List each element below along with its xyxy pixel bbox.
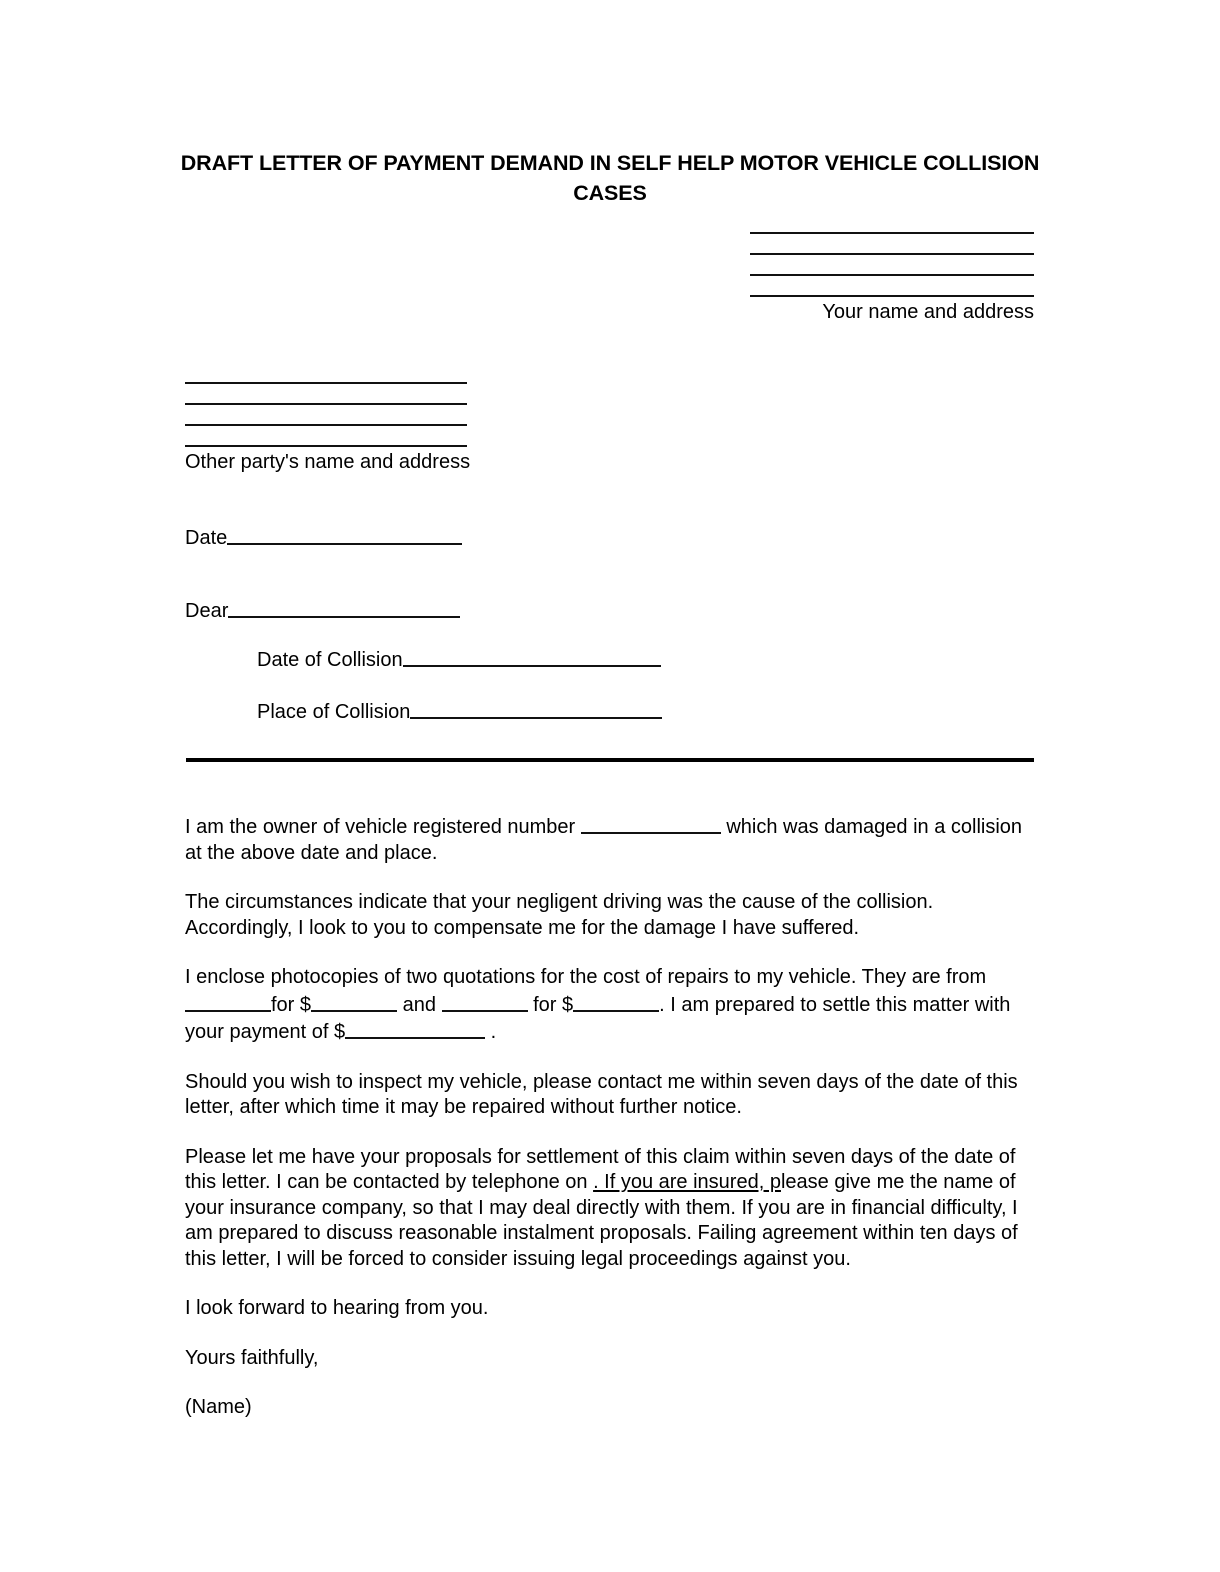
recipient-address-block [185, 382, 471, 475]
dear-label: Dear [185, 600, 229, 622]
body-paragraph-6: I look forward to hearing from you. [185, 1297, 489, 1319]
section-divider [186, 758, 1034, 762]
sender-address-block [750, 232, 1034, 325]
body-paragraph-3 [185, 965, 1025, 1046]
body-paragraph-5 [185, 1145, 1025, 1273]
date-blank[interactable] [227, 524, 462, 545]
sender-address-rule-3 [750, 274, 1034, 276]
body-paragraph-1 [185, 813, 1025, 866]
quote-2-amount-blank[interactable] [573, 991, 659, 1012]
recipient-address-caption: Other party's name and address [185, 451, 471, 473]
body-p5-text-b: lease give me the name of your insurance company, so that I may deal directly with them. If you are in financial difficulty, I am prepared to discuss reasonable instalment proposals. Failing agreement within ten days of this letter, I will be forced to consider issuing legal proceedings against you. [185, 1171, 1018, 1270]
quote-1-amount-blank[interactable] [311, 991, 397, 1012]
dear-blank[interactable] [228, 597, 460, 618]
settlement-amount-blank[interactable] [345, 1018, 485, 1039]
quote-2-source-blank[interactable] [442, 991, 528, 1012]
closing-salutation: Yours faithfully, [185, 1346, 319, 1369]
body-paragraph-4: Should you wish to inspect my vehicle, please contact me within seven days of the date of this letter, after which time it may be repaired without further notice. [185, 1070, 1018, 1118]
date-label: Date [185, 527, 228, 549]
place-of-collision-field-line [257, 698, 662, 725]
body-p3-text-f: . [490, 1021, 497, 1043]
recipient-address-rule-4 [185, 445, 467, 447]
date-of-collision-blank[interactable] [403, 646, 661, 667]
body-p5-text-a: Please let me have your proposals for settlement of this claim within seven days of the date of this letter. I can be contacted by telephone on [185, 1145, 1016, 1193]
date-of-collision-field-line [257, 646, 661, 673]
place-of-collision-label: Place of Collision [257, 701, 411, 723]
sender-address-rule-1 [750, 232, 1034, 234]
letter-body [185, 813, 1025, 1421]
sender-address-caption: Your name and address [822, 301, 1034, 323]
body-p1-text-a: I am the owner of vehicle registered number [185, 816, 576, 838]
sender-address-rule-4 [750, 295, 1034, 297]
sender-address-rule-2 [750, 253, 1034, 255]
page-title: DRAFT LETTER OF PAYMENT DEMAND IN SELF HELP MOTOR VEHICLE COLLISION CASES [180, 151, 1040, 205]
recipient-address-rule-3 [185, 424, 467, 426]
body-p3-text-e: . I am prepared to settle this matter with your payment of $ [185, 993, 1011, 1043]
recipient-address-rule-2 [185, 403, 467, 405]
body-p3-text-b: for $ [271, 993, 312, 1016]
quote-1-source-blank[interactable] [185, 991, 271, 1012]
body-p3-text-c: and [402, 993, 436, 1016]
body-p3-text-a: I enclose photocopies of two quotations for the cost of repairs to my vehicle. They are from [185, 966, 987, 988]
place-of-collision-blank[interactable] [410, 698, 662, 719]
vehicle-registration-blank[interactable] [581, 813, 721, 834]
date-field-line [185, 524, 462, 551]
recipient-address-rule-1 [185, 382, 467, 384]
body-p3-text-d: for $ [533, 993, 574, 1016]
body-p1-text-b: which was damaged in a collision at the above date and place. [185, 816, 1023, 864]
body-paragraph-2: The circumstances indicate that your negligent driving was the cause of the collision. Accordingly, I look to you to compensate me for the damage I have suffered. [185, 891, 934, 939]
date-of-collision-label: Date of Collision [257, 649, 403, 671]
dear-field-line [185, 597, 460, 624]
body-p5-underlined-insurance-clause: . If you are insured, p [593, 1171, 781, 1193]
signature-name-placeholder: (Name) [185, 1396, 252, 1418]
